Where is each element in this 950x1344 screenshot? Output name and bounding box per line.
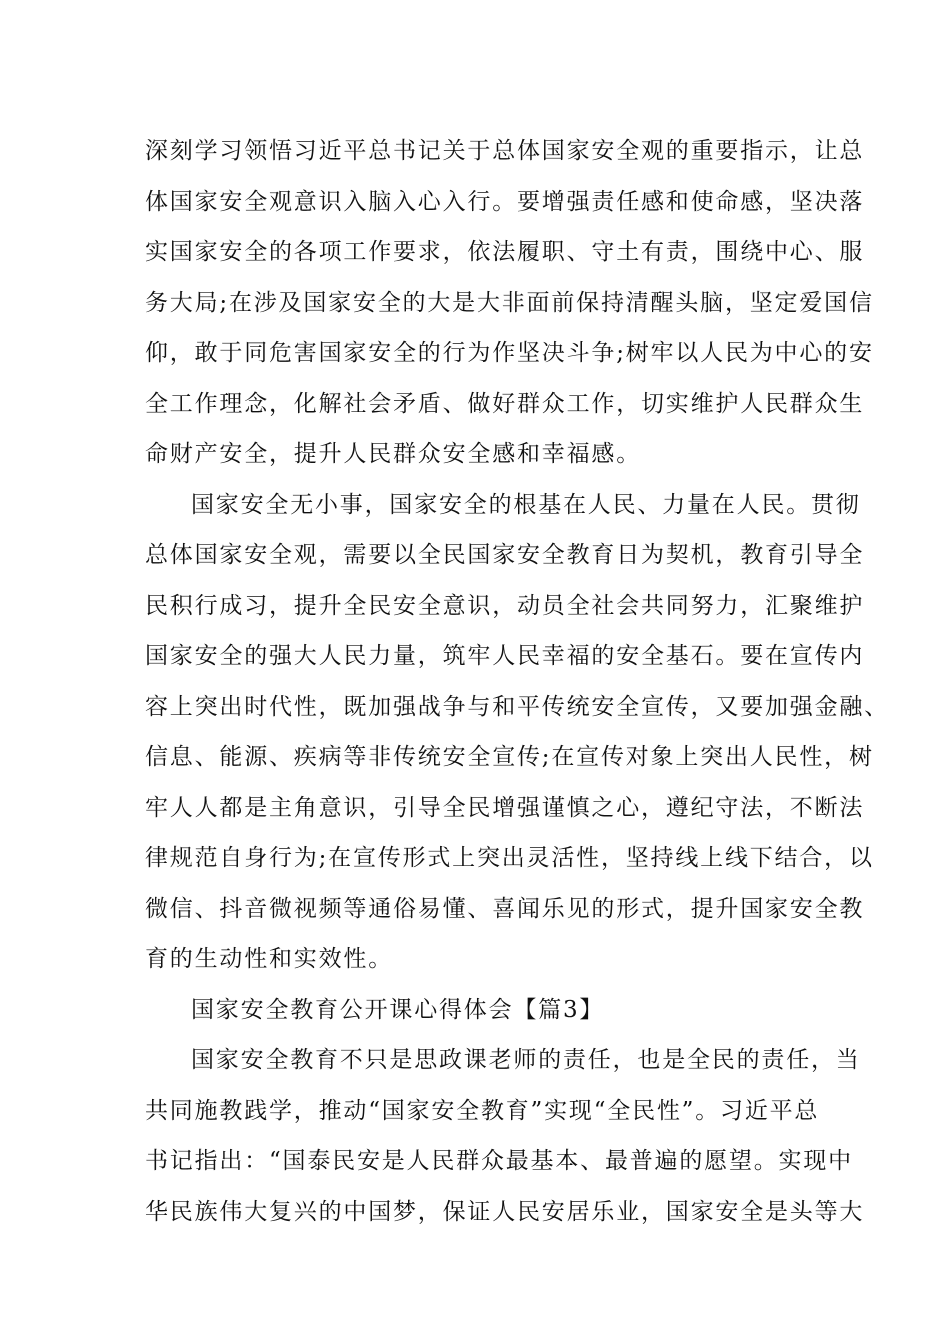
text-line: 体国家安全观意识入脑入心入行。要增强责任感和使命感，坚决落 xyxy=(145,188,865,215)
text-line: 总体国家安全观，需要以全民国家安全教育日为契机，教育引导全 xyxy=(145,542,865,568)
text-line: 育的生动性和实效性。 xyxy=(145,946,393,972)
text-line: 书记指出：“国泰民安是人民群众最基本、最普遍的愿望。实现中 xyxy=(145,1148,853,1174)
text-line: 信息、能源、疾病等非传统安全宣传;在宣传对象上突出人民性，树 xyxy=(145,744,874,770)
text-line: 微信、抖音微视频等通俗易懂、喜闻乐见的形式，提升国家安全教 xyxy=(145,895,865,922)
text-line: 全工作理念，化解社会矛盾、做好群众工作，切实维护人民群众生 xyxy=(145,390,865,417)
text-line: 牢人人都是主角意识，引导全民增强谨慎之心，遵纪守法，不断法 xyxy=(145,794,865,821)
document-body xyxy=(145,126,889,1237)
text-line: 华民族伟大复兴的中国梦，保证人民安居乐业，国家安全是头等大 xyxy=(145,1198,865,1225)
paragraph-2 xyxy=(145,480,889,985)
text-line: 民积行成习，提升全民安全意识，动员全社会共同努力，汇聚维护 xyxy=(145,592,865,619)
paragraph-1 xyxy=(145,126,874,480)
text-line: 仰，敢于同危害国家安全的行为作坚决斗争;树牢以人民为中心的安 xyxy=(145,340,874,366)
text-line: 国家安全的强大人民力量，筑牢人民幸福的安全基石。要在宣传内 xyxy=(145,643,865,669)
text-line: 务大局;在涉及国家安全的大是大非面前保持清醒头脑，坚定爱国信 xyxy=(145,289,874,316)
text-line: 国家安全教育不只是思政课老师的责任，也是全民的责任，当 xyxy=(191,1047,861,1073)
section-heading: 国家安全教育公开课心得体会【篇3】 xyxy=(191,996,605,1023)
text-line: 国家安全无小事，国家安全的根基在人民、力量在人民。贯彻 xyxy=(191,491,861,518)
text-line: 命财产安全，提升人民群众安全感和幸福感。 xyxy=(145,441,641,467)
paragraph-3 xyxy=(145,1035,865,1237)
text-line: 律规范自身行为;在宣传形式上突出灵活性，坚持线上线下结合，以 xyxy=(145,845,874,871)
text-line: 实国家安全的各项工作要求，依法履职、守土有责，围绕中心、服 xyxy=(145,239,865,265)
text-line: 共同施教践学，推动“国家安全教育”实现“全民性”。习近平总 xyxy=(145,1097,820,1124)
text-line: 深刻学习领悟习近平总书记关于总体国家安全观的重要指示，让总 xyxy=(145,138,865,164)
text-line: 容上突出时代性，既加强战争与和平传统安全宣传，又要加强金融、 xyxy=(145,693,889,720)
